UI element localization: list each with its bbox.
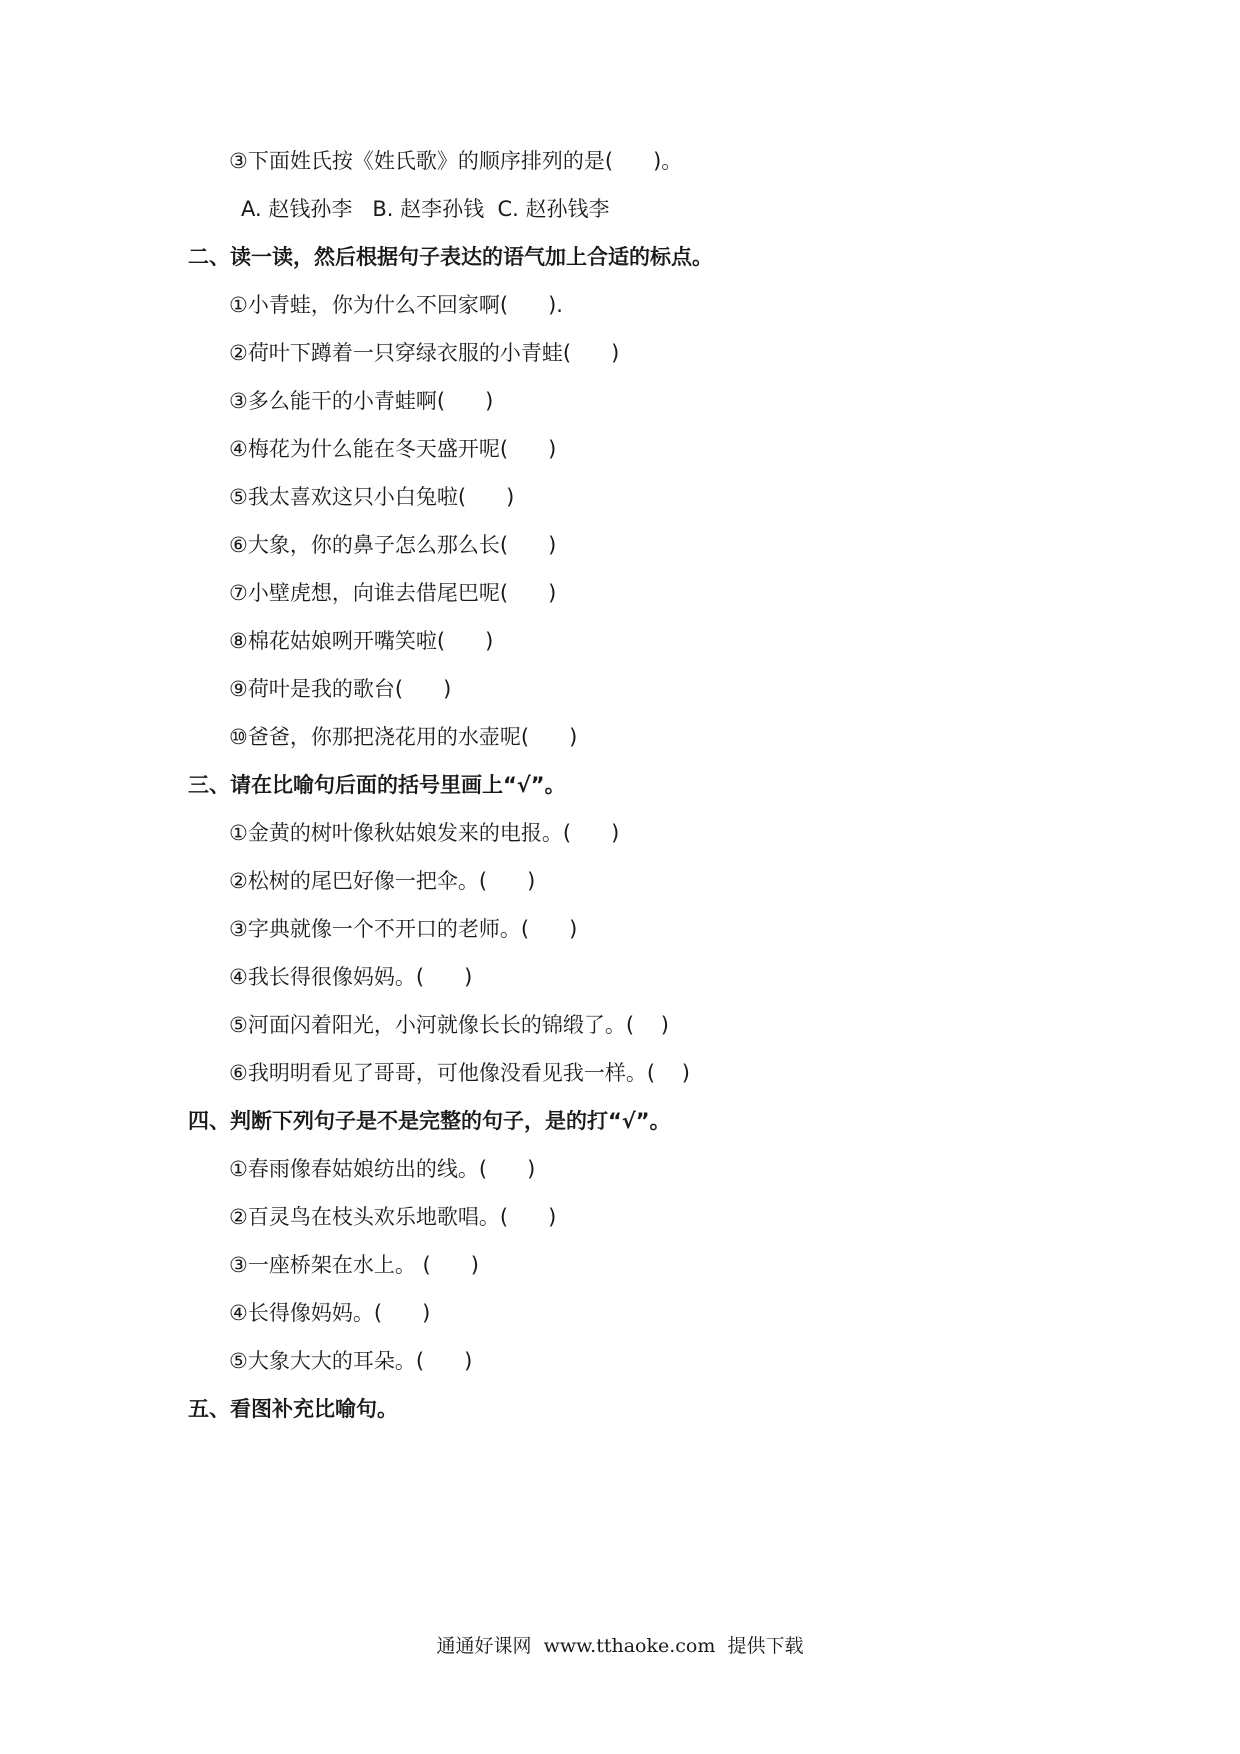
- section-3-item: ③字典就像一个不开口的老师。( ): [229, 917, 578, 941]
- section-2-item: ⑨荷叶是我的歌台( ): [229, 677, 452, 701]
- section-4-item: ④长得像妈妈。( ): [229, 1301, 431, 1325]
- section-4-item: ⑤大象大大的耳朵。( ): [229, 1349, 473, 1373]
- section-2-heading: 二、读一读，然后根据句子表达的语气加上合适的标点。: [188, 245, 713, 269]
- question-3-options: A. 赵钱孙李 B. 赵李孙钱 C. 赵孙钱李: [241, 197, 610, 221]
- section-2-item: ⑩爸爸，你那把浇花用的水壶呢( ): [229, 725, 578, 749]
- section-2-item: ⑥大象，你的鼻子怎么那么长( ): [229, 533, 557, 557]
- section-4-item: ③一座桥架在水上。 ( ): [229, 1253, 479, 1277]
- section-2-item: ⑤我太喜欢这只小白兔啦( ): [229, 485, 515, 509]
- section-2-item: ①小青蛙，你为什么不回家啊( ).: [229, 293, 563, 317]
- section-3-item: ⑥我明明看见了哥哥，可他像没看见我一样。( ): [229, 1061, 690, 1085]
- section-3-item: ①金黄的树叶像秋姑娘发来的电报。( ): [229, 821, 620, 845]
- section-3-item: ②松树的尾巴好像一把伞。( ): [229, 869, 536, 893]
- section-5-heading: 五、看图补充比喻句。: [188, 1397, 398, 1421]
- question-3-surname-order: ③下面姓氏按《姓氏歌》的顺序排列的是( )。: [229, 149, 683, 173]
- section-4-item: ①春雨像春姑娘纺出的线。( ): [229, 1157, 536, 1181]
- section-3-heading: 三、请在比喻句后面的括号里画上“√”。: [188, 773, 566, 797]
- section-2-item: ⑦小壁虎想，向谁去借尾巴呢( ): [229, 581, 557, 605]
- section-4-item: ②百灵鸟在枝头欢乐地歌唱。( ): [229, 1205, 557, 1229]
- section-2-item: ②荷叶下蹲着一只穿绿衣服的小青蛙( ): [229, 341, 620, 365]
- page-footer-download-credit: 通通好课网 www.tthaoke.com 提供下载: [436, 1635, 804, 1657]
- section-2-item: ③多么能干的小青蛙啊( ): [229, 389, 494, 413]
- section-4-heading: 四、判断下列句子是不是完整的句子，是的打“√”。: [188, 1109, 671, 1133]
- section-3-item: ④我长得很像妈妈。( ): [229, 965, 473, 989]
- section-2-item: ⑧棉花姑娘咧开嘴笑啦( ): [229, 629, 494, 653]
- section-2-item: ④梅花为什么能在冬天盛开呢( ): [229, 437, 557, 461]
- section-3-item: ⑤河面闪着阳光，小河就像长长的锦缎了。( ): [229, 1013, 669, 1037]
